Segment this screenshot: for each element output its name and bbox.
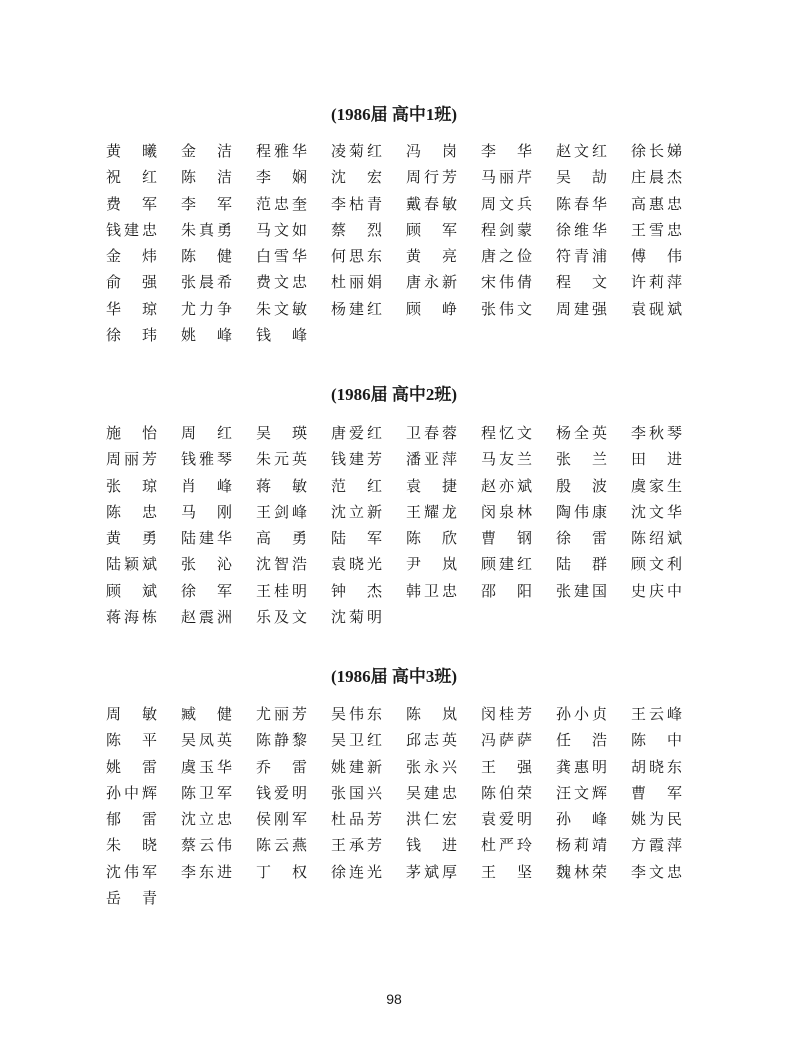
student-name: 唐之俭 — [481, 247, 532, 266]
student-name: 陈中 — [631, 731, 682, 750]
student-name: 俞强 — [106, 273, 157, 292]
student-name: 尹岚 — [406, 555, 457, 574]
student-name: 高勇 — [256, 529, 307, 548]
student-name: 蔡烈 — [331, 220, 382, 239]
student-name: 陈忠 — [106, 502, 157, 521]
student-name: 王坚 — [481, 862, 532, 881]
student-name: 陆建华 — [181, 529, 232, 548]
student-name: 史庆中 — [631, 581, 682, 600]
student-name: 马刚 — [181, 502, 232, 521]
student-name: 顾军 — [406, 220, 457, 239]
class-title: (1986届 高中2班) — [330, 385, 458, 404]
student-name: 朱文敏 — [256, 299, 307, 318]
student-name: 凌菊红 — [331, 142, 382, 160]
student-name: 曹钢 — [481, 529, 532, 548]
student-name: 傅伟 — [631, 247, 682, 266]
student-name: 岳青 — [106, 889, 157, 908]
student-name: 韩卫忠 — [406, 581, 457, 600]
student-name: 程剑蒙 — [481, 220, 532, 239]
student-name: 黄亮 — [406, 247, 457, 266]
student-name: 王承芳 — [331, 836, 382, 855]
student-name: 王剑峰 — [256, 502, 307, 521]
student-name: 杜品芳 — [331, 810, 382, 829]
student-name: 周文兵 — [481, 194, 532, 213]
student-name: 张伟文 — [481, 299, 532, 318]
student-name: 蒋海栋 — [106, 608, 157, 627]
student-name: 费文忠 — [256, 273, 307, 292]
student-name: 马文如 — [256, 220, 307, 239]
student-name: 姚建新 — [331, 757, 382, 776]
student-name: 钱进 — [406, 836, 457, 855]
student-name: 袁捷 — [406, 476, 457, 495]
student-name: 陆军 — [331, 529, 382, 548]
student-name: 龚惠明 — [556, 757, 607, 776]
student-name: 茅斌厚 — [406, 862, 457, 881]
student-name: 田进 — [631, 450, 682, 469]
student-name: 赵亦斌 — [481, 476, 532, 495]
student-name: 白雪华 — [256, 247, 307, 266]
student-name: 吴劼 — [556, 168, 607, 187]
student-name: 钟杰 — [331, 581, 382, 600]
student-name: 费军 — [106, 194, 157, 213]
student-name: 许莉萍 — [631, 273, 682, 292]
student-name: 周敏 — [106, 705, 157, 723]
student-name: 沈菊明 — [331, 608, 382, 627]
student-name: 李枯青 — [331, 194, 382, 213]
student-name: 徐长娣 — [631, 142, 682, 160]
student-name: 宋伟倩 — [481, 273, 532, 292]
class-title: (1986届 高中3班) — [330, 667, 458, 686]
name-grid — [106, 420, 706, 630]
student-name: 洪仁宏 — [406, 810, 457, 829]
student-name: 顾峥 — [406, 299, 457, 318]
student-name: 陈云燕 — [256, 836, 307, 855]
student-name: 钱建忠 — [106, 220, 157, 239]
student-name: 杜严玲 — [481, 836, 532, 855]
student-name: 马友兰 — [481, 450, 532, 469]
student-name: 杜丽娟 — [331, 273, 382, 292]
student-name: 徐玮 — [106, 326, 157, 345]
student-name: 陈春华 — [556, 194, 607, 213]
student-name: 黄曦 — [106, 142, 157, 160]
student-name: 徐军 — [181, 581, 232, 600]
student-name: 袁爱明 — [481, 810, 532, 829]
student-name: 华琼 — [106, 299, 157, 318]
student-name: 唐永新 — [406, 273, 457, 292]
student-name: 陆群 — [556, 555, 607, 574]
student-name: 黄勇 — [106, 529, 157, 548]
student-name: 陈静黎 — [256, 731, 307, 750]
student-name: 沈文华 — [631, 502, 682, 521]
student-name: 冯萨萨 — [481, 731, 532, 750]
student-name: 虞家生 — [631, 476, 682, 495]
student-name: 吴伟东 — [331, 705, 382, 723]
student-name: 马丽芹 — [481, 168, 532, 187]
student-name: 杨莉靖 — [556, 836, 607, 855]
student-name: 肖峰 — [181, 476, 232, 495]
student-name: 乔雷 — [256, 757, 307, 776]
student-name: 陈欣 — [406, 529, 457, 548]
student-name: 顾文利 — [631, 555, 682, 574]
student-name: 朱晓 — [106, 836, 157, 855]
student-name: 高惠忠 — [631, 194, 682, 213]
student-name: 吴瑛 — [256, 424, 307, 442]
student-name: 王雪忠 — [631, 220, 682, 239]
student-name: 殷波 — [556, 476, 607, 495]
student-name: 徐连光 — [331, 862, 382, 881]
student-name: 范红 — [331, 476, 382, 495]
name-grid — [106, 701, 706, 911]
student-name: 丁权 — [256, 862, 307, 881]
student-name: 张国兴 — [331, 783, 382, 802]
student-name: 庄晨杰 — [631, 168, 682, 187]
student-name: 杨建红 — [331, 299, 382, 318]
student-name: 陈伯荣 — [481, 783, 532, 802]
student-name: 周红 — [181, 424, 232, 442]
student-name: 张晨希 — [181, 273, 232, 292]
student-name: 曹军 — [631, 783, 682, 802]
student-name: 杨全英 — [556, 424, 607, 442]
student-name: 袁晓光 — [331, 555, 382, 574]
student-name: 张兰 — [556, 450, 607, 469]
student-name: 侯刚军 — [256, 810, 307, 829]
student-name: 钱雅琴 — [181, 450, 232, 469]
student-name: 冯岗 — [406, 142, 457, 160]
student-name: 胡晓东 — [631, 757, 682, 776]
student-name: 范忠奎 — [256, 194, 307, 213]
student-name: 朱真勇 — [181, 220, 232, 239]
student-name: 张建国 — [556, 581, 607, 600]
student-name: 顾斌 — [106, 581, 157, 600]
student-name: 卫春蓉 — [406, 424, 457, 442]
student-name: 钱峰 — [256, 326, 307, 345]
student-name: 李娴 — [256, 168, 307, 187]
student-name: 祝红 — [106, 168, 157, 187]
student-name: 王耀龙 — [406, 502, 457, 521]
student-name: 袁砚斌 — [631, 299, 682, 318]
student-name: 邱志英 — [406, 731, 457, 750]
student-name: 唐爱红 — [331, 424, 382, 442]
student-name: 何思东 — [331, 247, 382, 266]
student-name: 沈智浩 — [256, 555, 307, 574]
student-name: 李军 — [181, 194, 232, 213]
student-name: 王云峰 — [631, 705, 682, 723]
student-name: 姚为民 — [631, 810, 682, 829]
student-name: 潘亚萍 — [406, 450, 457, 469]
student-name: 吴凤英 — [181, 731, 232, 750]
name-grid — [106, 138, 706, 348]
student-name: 朱元英 — [256, 450, 307, 469]
student-name: 周行芳 — [406, 168, 457, 187]
student-name: 张沁 — [181, 555, 232, 574]
student-name: 乐及文 — [256, 608, 307, 627]
student-name: 陈绍斌 — [631, 529, 682, 548]
student-name: 顾建红 — [481, 555, 532, 574]
student-name: 陈岚 — [406, 705, 457, 723]
student-name: 魏林荣 — [556, 862, 607, 881]
student-name: 蔡云伟 — [181, 836, 232, 855]
student-name: 张琼 — [106, 476, 157, 495]
student-name: 沈立新 — [331, 502, 382, 521]
student-name: 虞玉华 — [181, 757, 232, 776]
student-name: 臧健 — [181, 705, 232, 723]
student-name: 方霞萍 — [631, 836, 682, 855]
student-name: 金炜 — [106, 247, 157, 266]
student-name: 金洁 — [181, 142, 232, 160]
student-name: 孙峰 — [556, 810, 607, 829]
student-name: 王强 — [481, 757, 532, 776]
student-name: 蒋敏 — [256, 476, 307, 495]
student-name: 陈洁 — [181, 168, 232, 187]
student-name: 尤丽芳 — [256, 705, 307, 723]
student-name: 姚峰 — [181, 326, 232, 345]
student-name: 陈健 — [181, 247, 232, 266]
student-name: 陶伟康 — [556, 502, 607, 521]
student-name: 钱建芳 — [331, 450, 382, 469]
student-name: 陈平 — [106, 731, 157, 750]
student-name: 沈伟军 — [106, 862, 157, 881]
student-name: 尤力争 — [181, 299, 232, 318]
student-name: 戴春敏 — [406, 194, 457, 213]
student-name: 沈宏 — [331, 168, 382, 187]
student-name: 任浩 — [556, 731, 607, 750]
student-name: 钱爱明 — [256, 783, 307, 802]
student-name: 沈立忠 — [181, 810, 232, 829]
student-name: 陆颖斌 — [106, 555, 157, 574]
class-title: (1986届 高中1班) — [330, 105, 458, 124]
student-name: 李文忠 — [631, 862, 682, 881]
student-name: 程雅华 — [256, 142, 307, 160]
page-number: 98 — [386, 991, 402, 1007]
student-name: 汪文辉 — [556, 783, 607, 802]
student-name: 周丽芳 — [106, 450, 157, 469]
student-name: 张永兴 — [406, 757, 457, 776]
student-name: 赵文红 — [556, 142, 607, 160]
student-name: 李东进 — [181, 862, 232, 881]
student-name: 闵泉林 — [481, 502, 532, 521]
student-name: 李秋琴 — [631, 424, 682, 442]
student-name: 徐雷 — [556, 529, 607, 548]
student-name: 邵阳 — [481, 581, 532, 600]
student-name: 吴建忠 — [406, 783, 457, 802]
student-name: 陈卫军 — [181, 783, 232, 802]
student-name: 吴卫红 — [331, 731, 382, 750]
student-name: 李华 — [481, 142, 532, 160]
student-name: 姚雷 — [106, 757, 157, 776]
student-name: 赵震洲 — [181, 608, 232, 627]
student-name: 程文 — [556, 273, 607, 292]
student-name: 周建强 — [556, 299, 607, 318]
student-name: 徐维华 — [556, 220, 607, 239]
student-name: 闵桂芳 — [481, 705, 532, 723]
student-name: 程忆文 — [481, 424, 532, 442]
student-name: 符青浦 — [556, 247, 607, 266]
student-name: 孙中辉 — [106, 783, 157, 802]
student-name: 孙小贞 — [556, 705, 607, 723]
student-name: 施怡 — [106, 424, 157, 442]
student-name: 郁雷 — [106, 810, 157, 829]
student-name: 王桂明 — [256, 581, 307, 600]
